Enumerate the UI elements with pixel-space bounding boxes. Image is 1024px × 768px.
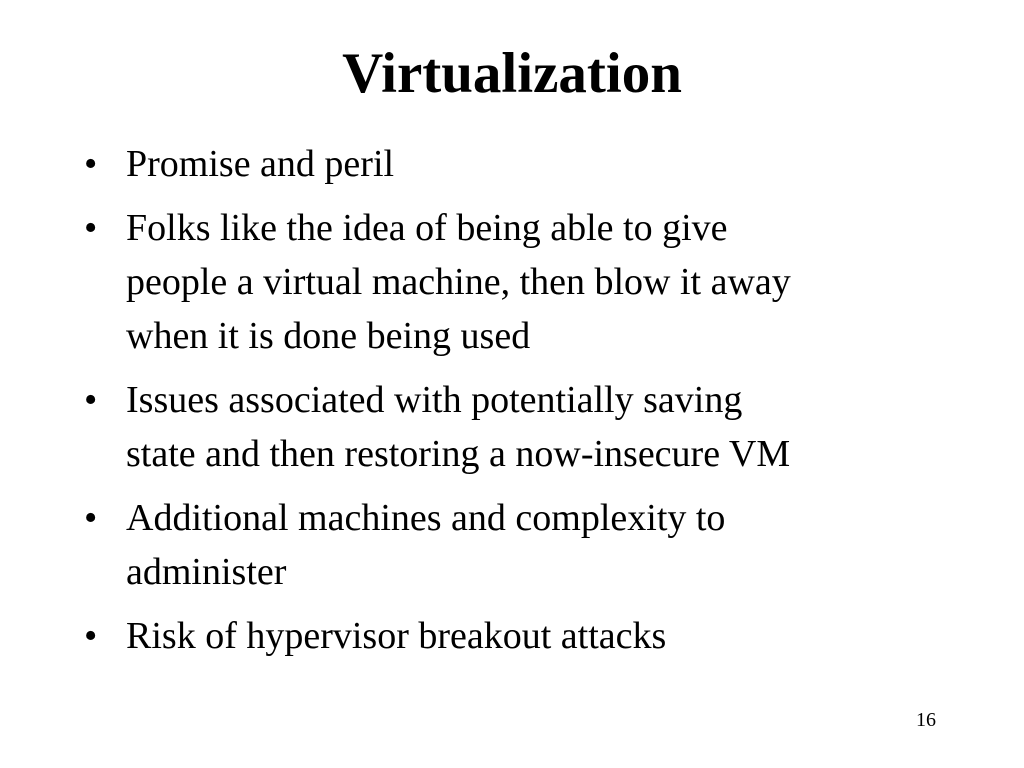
bullet-icon: • xyxy=(84,143,98,185)
bullet-item xyxy=(84,373,944,481)
bullet-text: when it is done being used xyxy=(126,315,531,357)
bullet-icon: • xyxy=(84,497,98,539)
bullet-text: Additional machines and complexity to xyxy=(126,497,726,539)
bullet-item xyxy=(84,137,944,191)
bullet-item xyxy=(84,609,944,663)
bullet-text: administer xyxy=(126,551,287,593)
bullet-icon: • xyxy=(84,615,98,657)
bullet-text: Folks like the idea of being able to give xyxy=(126,207,728,249)
slide-title: Virtualization xyxy=(342,42,682,105)
bullet-item xyxy=(84,201,944,363)
bullet-text: people a virtual machine, then blow it away xyxy=(126,261,791,303)
bullet-icon: • xyxy=(84,207,98,249)
page-number: 16 xyxy=(916,709,936,731)
bullet-icon: • xyxy=(84,379,98,421)
bullet-text: Issues associated with potentially saving xyxy=(126,379,743,421)
bullet-text: Risk of hypervisor breakout attacks xyxy=(126,615,667,657)
bullet-item xyxy=(84,491,944,599)
bullet-list xyxy=(84,137,944,673)
bullet-text: state and then restoring a now-insecure VM xyxy=(126,433,791,475)
bullet-text: Promise and peril xyxy=(126,143,395,185)
